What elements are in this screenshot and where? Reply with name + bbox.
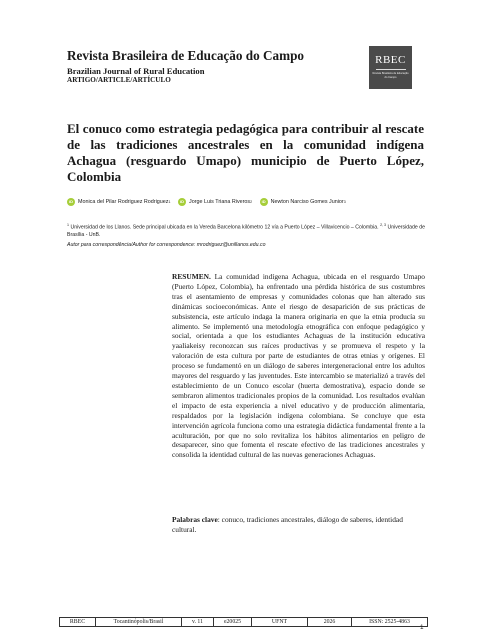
author-name: Newton Narciso Gomes Junior [270,199,344,205]
author-affiliation-mark: 1 [168,200,171,204]
author [260,198,346,206]
logo-caption: Revista Brasileira de Educação do Campo [372,72,409,79]
orcid-icon[interactable]: iD [69,199,73,204]
affiliation-mark: 2, 3 [380,223,387,227]
keywords-text: : conuco, tradiciones ancestrales, diálogo de saberes, identidad cultural. [172,515,403,534]
article-title: El conuco como estrategia pedagógica para contribuir al rescate de las tradiciones ancestrales en la comunidad indígena Achagua (resguardo Umapo) municipio de Puerto López, Colombia [67,121,424,184]
author-name: Jorge Luis Triana Riveros [189,199,251,205]
keywords [172,515,425,535]
orcid-icon[interactable]: iD [180,199,184,204]
logo-acronym: RBEC [375,54,406,66]
author-name: Monica del Pilar Rodriguez Rodriguez [78,199,169,205]
footer-cell: ISSN: 2525-4863 [352,618,428,627]
logo-divider [376,69,406,70]
footer-cell: 2026 [308,618,352,627]
abstract-label: RESUMEN. [172,272,211,281]
author-affiliation-mark: 3 [343,200,346,204]
footer-cell: Tocantinópolis/Brasil [96,618,182,627]
journal-title: Revista Brasileira de Educação do Campo [67,48,305,63]
correspondence[interactable]: Autor para correspondência/Author for correspondence: mrodriguez@unillanos.edu.co [67,242,266,248]
affiliation [67,222,427,240]
abstract [172,272,425,460]
author-affiliation-mark: 2 [250,200,253,204]
author [67,198,171,206]
author [178,198,252,206]
footer-cell: RBEC [60,618,96,627]
affiliation-mark: 1 [67,223,69,227]
affiliation-text: Universidad de los Llanos. Sede principal ubicada en la Vereda Barcelona kilómetro 12 vía a Puerto López – Villavicencio – Colombia. [69,224,381,231]
footer-cell: e20025 [214,618,252,627]
page-number: 1 [420,624,424,631]
footer-row [60,618,428,627]
footer-cell: v. 11 [182,618,214,627]
footer-citation-table [59,617,428,627]
keywords-label: Palabras clave [172,515,218,524]
journal-subtitle: Brazilian Journal of Rural Education [67,66,205,76]
orcid-icon[interactable]: iD [261,199,266,204]
footer-cell: UFNT [252,618,308,627]
abstract-text: La comunidad indígena Achagua, ubicada en el resguardo Umapo (Puerto López, Colombia), ha enfrentado una pérdida histórica de sus costumbres tras el asentamiento de empresas y comunidades colonas que han alterado sus dinámicas socioeconómicas. Ante el riesgo de desaparición de sus prácticas de subsistencia, este artículo indaga la manera originaria en que la etnia producía su alimento. Se implementó una metodología etnográfica con enfoque pedagógico y social, orientada a que los estudiantes Achaguas de la institución educativa yaaliakeisy reconozcan sus raíces productivas y se promueva el respeto y la valoración de esta cultura por parte de estudiantes de otras etnias y orígenes. El proceso se fundamentó en un diálogo de saberes intergeneracional entre los adultos mayores del resguardo y las juventudes. Este intercambio se materializó a través del establecimiento de un Conuco escolar (huerta demostrativa), espacio donde se sembraron alimentos tradicionales propios de la comunidad. Los resultados evalúan el impacto de esta experiencia a nivel educativo y de producción alimentaria, respaldados por la legislación indígena colombiana. Se concluye que esta intervención agrícola funciona como una estrategia didáctica fundamental frente a la aculturación, por que no solo revitaliza los hábitos alimentarios en peligro de desaparecer, sino que fomenta el rescate efectivo de las tradiciones ancestrales y consolida la identidad cultural de las nuevas generaciones Achaguas. [172,272,425,460]
journal-section: ARTIGO/ARTICLE/ARTÍCULO [67,76,171,84]
author-list [67,198,427,206]
journal-logo [369,46,412,89]
affiliation-text: Universidade de Brasília - UnB. [67,224,425,239]
